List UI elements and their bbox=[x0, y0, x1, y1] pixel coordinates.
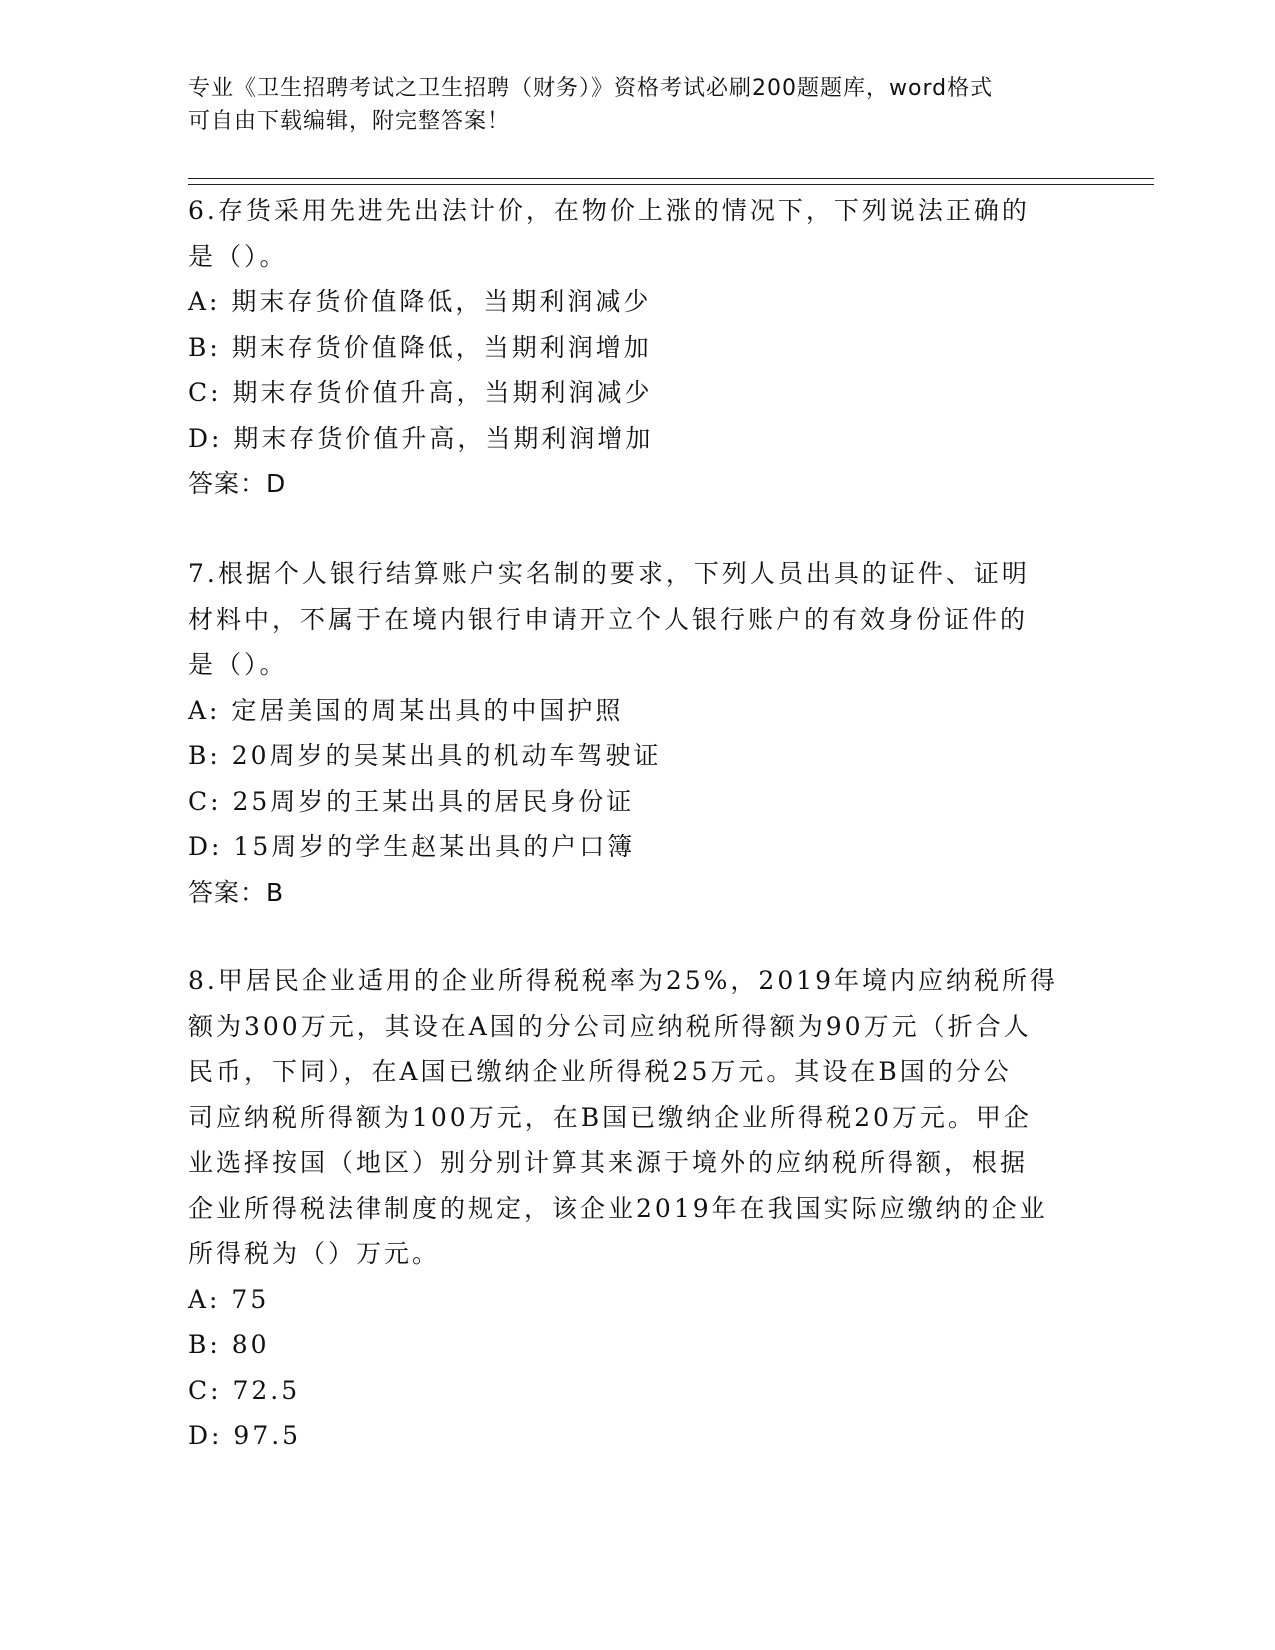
option-a: A: 期末存货价值降低，当期利润减少 bbox=[188, 287, 652, 316]
option-d: D: 15周岁的学生赵某出具的户口簿 bbox=[188, 832, 636, 861]
question-stem-line: 业选择按国（地区）别分别计算其来源于境外的应纳税所得额，根据 bbox=[188, 1148, 1029, 1177]
question-6 bbox=[188, 188, 1088, 507]
header-line-1: 专业《卫生招聘考试之卫生招聘（财务）》资格考试必刷200题题库，word格式 bbox=[188, 76, 994, 101]
question-stem-line: 是（）。 bbox=[188, 241, 288, 271]
option-b: B: 80 bbox=[188, 1330, 270, 1359]
question-stem-line: 8.甲居民企业适用的企业所得税税率为25%，2019年境内应纳税所得 bbox=[188, 966, 1059, 995]
question-stem-line: 材料中，不属于在境内银行申请开立个人银行账户的有效身份证件的 bbox=[188, 604, 1029, 634]
question-stem-line: 民币，下同），在A国已缴纳企业所得税25万元。其设在B国的分公 bbox=[188, 1057, 1012, 1086]
question-stem-line: 额为300万元，其设在A国的分公司应纳税所得额为90万元（折合人 bbox=[188, 1011, 1032, 1041]
question-8 bbox=[188, 958, 1088, 1459]
question-stem-line: 企业所得税法律制度的规定，该企业2019年在我国实际应缴纳的企业 bbox=[188, 1193, 1048, 1223]
header-divider-top bbox=[188, 178, 1154, 179]
question-stem-line: 6.存货采用先进先出法计价，在物价上涨的情况下，下列说法正确的 bbox=[188, 196, 1030, 225]
option-d: D: 97.5 bbox=[188, 1421, 302, 1450]
answer-text: 答案：D bbox=[188, 469, 287, 498]
option-c: C: 期末存货价值升高，当期利润减少 bbox=[188, 378, 653, 407]
option-a: A: 75 bbox=[188, 1284, 270, 1314]
answer-text: 答案：B bbox=[188, 877, 285, 907]
option-a: A: 定居美国的周某出具的中国护照 bbox=[188, 695, 624, 725]
option-b: B: 20周岁的吴某出具的机动车驾驶证 bbox=[188, 741, 662, 770]
question-7 bbox=[188, 551, 1088, 915]
question-stem-line: 所得税为（）万元。 bbox=[188, 1239, 441, 1268]
option-c: C: 72.5 bbox=[188, 1375, 301, 1405]
header-line-2: 可自由下载编辑，附完整答案！ bbox=[188, 109, 511, 134]
document-header bbox=[188, 72, 1068, 138]
option-d: D: 期末存货价值升高，当期利润增加 bbox=[188, 423, 654, 453]
option-b: B: 期末存货价值降低，当期利润增加 bbox=[188, 332, 652, 362]
question-stem-line: 7.根据个人银行结算账户实名制的要求，下列人员出具的证件、证明 bbox=[188, 559, 1030, 588]
header-divider-bottom bbox=[188, 184, 1154, 185]
option-c: C: 25周岁的王某出具的居民身份证 bbox=[188, 786, 635, 816]
question-stem-line: 是（）。 bbox=[188, 650, 288, 679]
question-stem-line: 司应纳税所得额为100万元，在B国已缴纳企业所得税20万元。甲企 bbox=[188, 1102, 1032, 1132]
